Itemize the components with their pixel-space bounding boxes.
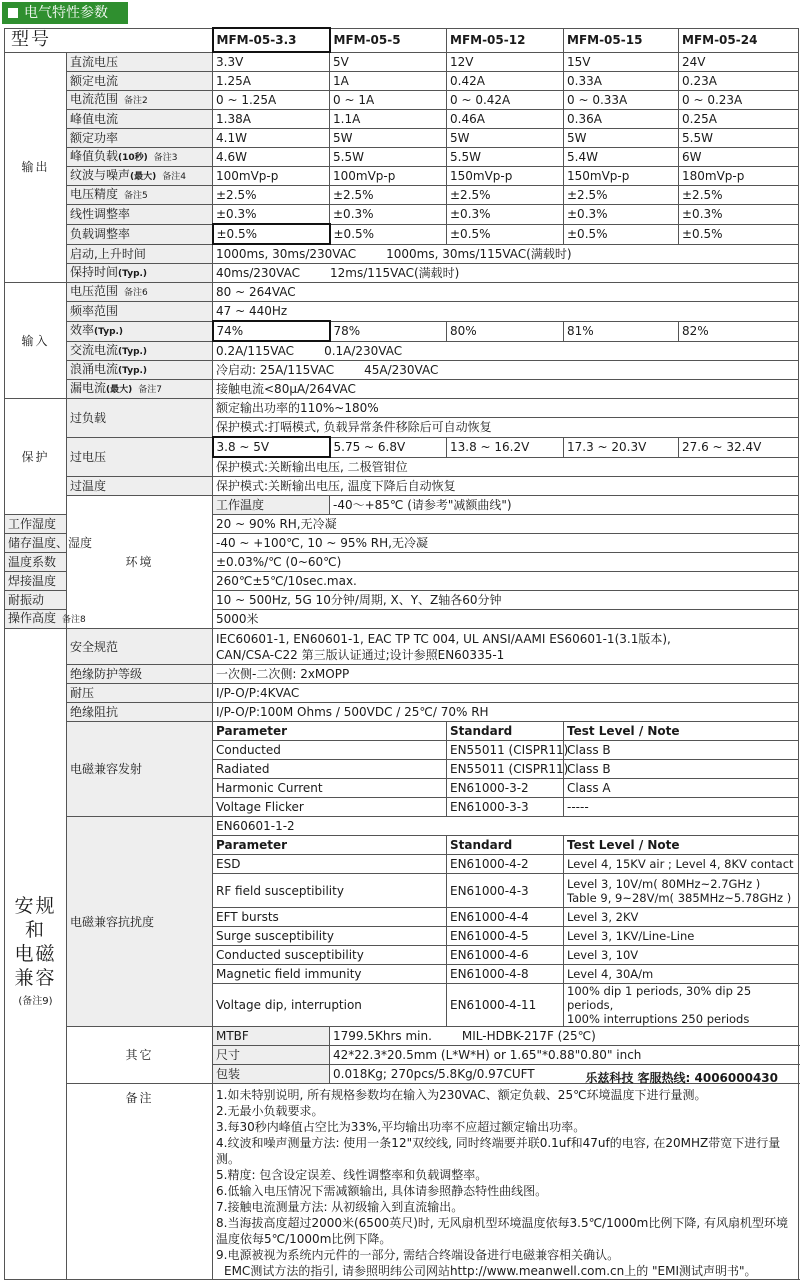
- note-item: 5.精度: 包含设定误差、线性调整率和负载调整率。: [216, 1168, 488, 1182]
- value-cell: 5V: [330, 52, 447, 72]
- value-cell: 1.38A: [213, 110, 330, 129]
- value-cell: ±0.5%: [447, 224, 564, 244]
- label-note: 备注5: [124, 191, 148, 201]
- value-cell: 5.5W: [330, 148, 447, 167]
- value-cell: 4.1W: [213, 129, 330, 148]
- row-label: [67, 380, 213, 399]
- value-cell: 一次侧-二次侧: 2xMOPP: [213, 665, 799, 684]
- model-name: MFM-05-3.3: [213, 28, 330, 52]
- label-text: 纹波与噪声: [70, 168, 131, 182]
- value-cell: 3.8 ~ 5V: [213, 437, 330, 457]
- table-row: [5, 264, 799, 283]
- label-text: 操作高度: [8, 611, 57, 625]
- table-row: [5, 110, 799, 129]
- category-protection: 保护: [5, 399, 67, 515]
- section-header: [2, 2, 128, 24]
- row-label: [67, 186, 213, 205]
- label-text: 线性调整率: [70, 207, 131, 222]
- emc-level-line: Level 3, 10V/m( 80MHz~2.7GHz ): [567, 876, 761, 891]
- row-label: [213, 496, 330, 515]
- label-text: 过电压: [70, 449, 107, 464]
- label-suffix: (Typ.): [118, 366, 148, 376]
- label-suffix: (Typ.): [118, 269, 148, 279]
- emc-level: Class A: [564, 779, 799, 798]
- model-name: MFM-05-24: [679, 28, 799, 52]
- table-row: [5, 302, 799, 322]
- row-label: [67, 684, 213, 703]
- emc-param: ESD: [213, 855, 447, 874]
- value-b: 1000ms, 30ms/115VAC(满载时): [386, 247, 572, 261]
- category-notes: 备注: [67, 1084, 213, 1280]
- emc-header: Parameter: [213, 722, 447, 741]
- emc-level-line: 100% interruptions 250 periods: [567, 1012, 750, 1026]
- emc-standard: EN61000-3-2: [447, 779, 564, 798]
- category-line: 电磁: [14, 943, 57, 965]
- label-text: 电磁兼容发射: [70, 762, 143, 776]
- value-cell: 17.3 ~ 20.3V: [564, 437, 679, 457]
- label-text: 温度系数: [8, 555, 57, 569]
- value-a: 1799.5Khrs min.: [333, 1029, 432, 1043]
- note-item: 8.当海拔高度超过2000米(6500英尺)时, 无风扇机型环境温度依每3.5℃/1000m比例下降, 有风扇机型环境温度依每5℃/1000m比例下降。: [216, 1216, 788, 1246]
- value-cell: 80 ~ 264VAC: [213, 283, 799, 302]
- row-label: [67, 477, 213, 496]
- value-cell: ±0.3%: [679, 205, 799, 225]
- emc-standard: EN61000-4-11: [447, 984, 564, 1027]
- emc-level-line: Table 9, 9~28V/m( 385MHz~5.78GHz ): [567, 890, 792, 905]
- emc-level: [564, 908, 799, 927]
- emc-level: Class B: [564, 760, 799, 779]
- row-label: [67, 91, 213, 110]
- table-row: [5, 399, 799, 418]
- value-cell: 82%: [679, 321, 799, 341]
- value-a: 1000ms, 30ms/230VAC: [216, 247, 357, 261]
- row-label: [67, 72, 213, 91]
- value-cell: 150mVp-p: [447, 167, 564, 186]
- value-cell: 5W: [330, 129, 447, 148]
- table-row: [5, 703, 799, 722]
- value-cell: [213, 341, 799, 361]
- row-label: [67, 665, 213, 684]
- value-cell: [213, 244, 799, 264]
- value-a: 冷启动: 25A/115VAC: [216, 363, 335, 377]
- row-label: [213, 1046, 330, 1065]
- note-item: 2.无最小负载要求。: [216, 1104, 324, 1118]
- emc-level-line: Level 3, 1KV/Line-Line: [567, 929, 695, 943]
- label-text: 峰值负载: [70, 149, 119, 163]
- emc-level: [564, 946, 799, 965]
- row-label: [67, 361, 213, 380]
- value-cell: ±0.3%: [564, 205, 679, 225]
- value-cell: [330, 1027, 799, 1046]
- label-text: 绝缘阻抗: [70, 705, 119, 719]
- emc-level: [564, 927, 799, 946]
- table-row: [5, 148, 799, 167]
- emc-standard: EN61000-3-3: [447, 798, 564, 817]
- emc-header: Test Level / Note: [564, 836, 799, 855]
- notes-list: [213, 1084, 799, 1280]
- row-label: [67, 148, 213, 167]
- emc-header: Standard: [447, 722, 564, 741]
- value-cell: 27.6 ~ 32.4V: [679, 437, 799, 457]
- value-cell: 100mVp-p: [330, 167, 447, 186]
- label-text: 电磁兼容抗扰度: [70, 914, 155, 929]
- table-row: [5, 244, 799, 264]
- category-input: 输入: [5, 283, 67, 399]
- value-cell: 78%: [330, 321, 447, 341]
- label-text: 保持时间: [70, 265, 119, 279]
- emc-standard: EN55011 (CISPR11): [447, 760, 564, 779]
- emc-level-line: 100% dip 1 periods, 30% dip 25 periods,: [567, 984, 752, 1012]
- table-row: [5, 665, 799, 684]
- label-text: 绝缘防护等级: [70, 667, 143, 681]
- row-label: [67, 52, 213, 72]
- label-note: 备注3: [153, 153, 178, 163]
- table-row: [5, 321, 799, 341]
- row-label: [67, 399, 213, 438]
- value-cell: 5.5W: [679, 129, 799, 148]
- table-row: [5, 629, 799, 665]
- row-label: [67, 703, 213, 722]
- row-label: [67, 224, 213, 244]
- value-cell: 12V: [447, 52, 564, 72]
- label-text: 焊接温度: [8, 574, 57, 588]
- value-cell: 5.4W: [564, 148, 679, 167]
- table-row: [5, 283, 799, 302]
- label-note: 备注8: [62, 615, 86, 625]
- value-cell: ±0.5%: [564, 224, 679, 244]
- label-note: 备注7: [138, 385, 162, 395]
- table-row: [5, 341, 799, 361]
- label-suffix: (Typ.): [94, 327, 124, 337]
- table-row: [5, 129, 799, 148]
- value-cell: 150mVp-p: [564, 167, 679, 186]
- emc-level-line: Level 4, 30A/m: [567, 967, 654, 981]
- emc-standard: EN61000-4-4: [447, 908, 564, 927]
- table-row: [5, 186, 799, 205]
- value-cell: 1.25A: [213, 72, 330, 91]
- category-line: 兼容: [14, 967, 57, 989]
- label-suffix: (最大): [130, 172, 157, 182]
- value-cell: ±0.03%/℃ (0~60℃): [213, 553, 799, 572]
- label-text: 过温度: [70, 479, 107, 493]
- value-b: 12ms/115VAC(满载时): [329, 266, 460, 280]
- emc-standard: EN61000-4-2: [447, 855, 564, 874]
- row-label: [67, 629, 213, 665]
- value-cell: 接触电流<80μA/264VAC: [213, 380, 799, 399]
- row-label: [67, 244, 213, 264]
- table-row: [5, 684, 799, 703]
- emc-standard-title: EN60601-1-2: [213, 817, 799, 836]
- value-cell: 80%: [447, 321, 564, 341]
- model-name: MFM-05-12: [447, 28, 564, 52]
- emc-param: Surge susceptibility: [213, 927, 447, 946]
- row-label: [67, 302, 213, 322]
- row-label: [67, 341, 213, 361]
- emc-param: Voltage dip, interruption: [213, 984, 447, 1027]
- value-cell: 0.33A: [564, 72, 679, 91]
- row-label: [5, 553, 67, 572]
- value-cell: 260℃±5℃/10sec.max.: [213, 572, 799, 591]
- table-row: [5, 167, 799, 186]
- value-cell: ±2.5%: [447, 186, 564, 205]
- section-title: 电气特性参数: [24, 5, 108, 21]
- value-cell: 81%: [564, 321, 679, 341]
- label-text: 电压范围: [70, 284, 119, 298]
- emc-param: Voltage Flicker: [213, 798, 447, 817]
- value-cell: 5000米: [213, 610, 799, 629]
- value-cell: 保护模式:打嗝模式, 负载异常条件移除后可自动恢复: [213, 418, 799, 438]
- row-label: [67, 722, 213, 817]
- value-cell: 180mVp-p: [679, 167, 799, 186]
- value-cell: ±0.3%: [330, 205, 447, 225]
- value-cell: 13.8 ~ 16.2V: [447, 437, 564, 457]
- label-text: 直流电压: [70, 54, 119, 69]
- value-cell: ±2.5%: [213, 186, 330, 205]
- value-cell: 0 ~ 0.33A: [564, 91, 679, 110]
- table-row: [5, 28, 799, 52]
- emc-level: [564, 965, 799, 984]
- label-text: 漏电流: [70, 381, 107, 395]
- emc-standard: EN61000-4-8: [447, 965, 564, 984]
- emc-param: Radiated: [213, 760, 447, 779]
- category-output: 输出: [5, 52, 67, 283]
- value-cell: 1A: [330, 72, 447, 91]
- value-cell: 100mVp-p: [213, 167, 330, 186]
- label-suffix: (最大): [106, 385, 133, 395]
- row-label: [5, 515, 67, 534]
- row-label: [67, 283, 213, 302]
- label-text: 频率范围: [70, 304, 119, 319]
- value-cell: 0 ~ 0.23A: [679, 91, 799, 110]
- value-a: 0.2A/115VAC: [216, 344, 295, 358]
- model-label: 型号: [5, 28, 213, 52]
- value-cell: 5W: [447, 129, 564, 148]
- row-label: [67, 110, 213, 129]
- table-row: [5, 91, 799, 110]
- value-cell: 1.1A: [330, 110, 447, 129]
- value-cell: [213, 361, 799, 380]
- emc-standard: EN55011 (CISPR11): [447, 741, 564, 760]
- value-cell: 0.36A: [564, 110, 679, 129]
- value-cell: 6W: [679, 148, 799, 167]
- category-others: 其它: [67, 1027, 213, 1084]
- value-cell: 3.3V: [213, 52, 330, 72]
- value-cell: 5.75 ~ 6.8V: [330, 437, 447, 457]
- category-safety-emc: [5, 629, 67, 1280]
- row-label: [67, 817, 213, 1027]
- value-cell: 0.42A: [447, 72, 564, 91]
- note-item: 3.每30秒内峰值占空比为33%,平均输出功率不应超过额定输出功率。: [216, 1120, 586, 1134]
- emc-level: [564, 855, 799, 874]
- table-row: [5, 380, 799, 399]
- row-label: [67, 264, 213, 283]
- value-cell: 24V: [679, 52, 799, 72]
- label-text: 尺寸: [216, 1048, 241, 1062]
- emc-level-line: Level 3, 2KV: [567, 910, 639, 924]
- label-text: MTBF: [216, 1029, 249, 1043]
- emc-header: Standard: [447, 836, 564, 855]
- emc-param: Conducted susceptibility: [213, 946, 447, 965]
- emc-level: -----: [564, 798, 799, 817]
- emc-level-line: Level 3, 10V: [567, 948, 639, 962]
- table-row: [5, 205, 799, 225]
- square-icon: [8, 8, 18, 18]
- label-text: 包装: [216, 1067, 241, 1081]
- model-name: MFM-05-5: [330, 28, 447, 52]
- label-text: 效率: [70, 323, 95, 337]
- note-item: 7.接触电流测量方法: 从初级输入到直流输出。: [216, 1200, 464, 1214]
- label-text: 峰值电流: [70, 112, 119, 126]
- table-row: [5, 817, 799, 836]
- value-cell: ±0.5%: [330, 224, 447, 244]
- table-row: [5, 224, 799, 244]
- value-cell: 0.018Kg; 270pcs/5.8Kg/0.97CUFT: [330, 1065, 799, 1084]
- emc-standard: EN61000-4-6: [447, 946, 564, 965]
- value-cell: 15V: [564, 52, 679, 72]
- table-row: [5, 1027, 799, 1046]
- value-b: 45A/230VAC: [364, 363, 439, 377]
- value-cell: -40 ~ +100℃, 10 ~ 95% RH,无冷凝: [213, 534, 799, 553]
- row-label: [213, 1065, 330, 1084]
- row-label: [67, 437, 213, 477]
- label-text: 工作温度: [216, 498, 265, 512]
- value-cell: 0.23A: [679, 72, 799, 91]
- label-note: 备注6: [124, 288, 148, 298]
- emc-param: EFT bursts: [213, 908, 447, 927]
- table-row: [5, 1084, 799, 1280]
- label-text: 耐压: [70, 686, 95, 700]
- value-cell: 0 ~ 1.25A: [213, 91, 330, 110]
- category-line: 和: [24, 919, 46, 941]
- note-item: EMC测试方法的指引, 请参照明纬公司网站http://www.meanwell.com.cn上的 "EMI测试声明书"。: [224, 1264, 757, 1278]
- label-suffix: (10秒): [118, 153, 148, 163]
- label-note: 备注2: [124, 96, 148, 106]
- value-cell: 额定输出功率的110%~180%: [213, 399, 799, 418]
- label-text: 负载调整率: [70, 227, 131, 241]
- emc-level: Class B: [564, 741, 799, 760]
- label-text: 电流范围: [70, 92, 119, 106]
- value-b: MIL-HDBK-217F (25℃): [461, 1029, 596, 1043]
- row-label: [213, 1027, 330, 1046]
- value-cell: 20 ~ 90% RH,无冷凝: [213, 515, 799, 534]
- row-label: [67, 205, 213, 225]
- row-label: [67, 129, 213, 148]
- category-line: 安规: [14, 895, 57, 917]
- value-cell: ±0.5%: [213, 224, 330, 244]
- emc-standard: EN61000-4-3: [447, 874, 564, 908]
- note-item: 1.如未特别说明, 所有规格参数均在输入为230VAC、额定负载、25℃环境温度下进行量测。: [216, 1088, 707, 1102]
- label-text: 耐振动: [8, 593, 45, 607]
- emc-header: Test Level / Note: [564, 722, 799, 741]
- note-item: 4.纹波和噪声测量方法: 使用一条12"双绞线, 同时终端要并联0.1uf和47uf的电容, 在20MHZ带宽下进行量测。: [216, 1136, 781, 1166]
- value-cell: [213, 629, 799, 665]
- model-name: MFM-05-15: [564, 28, 679, 52]
- label-text: 额定功率: [70, 131, 119, 145]
- label-text: 交流电流: [70, 342, 119, 357]
- standards-line: CAN/CSA-C22 第三版认证通过;设计参照EN60335-1: [216, 647, 505, 662]
- row-label: [5, 610, 86, 629]
- row-label: [5, 591, 67, 610]
- value-b: 0.1A/230VAC: [324, 344, 403, 358]
- label-suffix: (Typ.): [118, 346, 148, 357]
- row-label: [5, 572, 67, 591]
- value-cell: [213, 264, 799, 283]
- emc-param: Conducted: [213, 741, 447, 760]
- note-item: 9.电源被视为系统内元件的一部分, 需结合终端设备进行电磁兼容相关确认。: [216, 1248, 620, 1262]
- table-row: [5, 477, 799, 496]
- value-cell: 0.46A: [447, 110, 564, 129]
- value-cell: ±0.3%: [447, 205, 564, 225]
- row-label: [67, 167, 213, 186]
- standards-line: IEC60601-1, EN60601-1, EAC TP TC 004, UL ANSI/AAMI ES60601-1(3.1版本),: [216, 631, 671, 646]
- hotline-text: 乐兹科技 客服热线: 4006000430: [585, 1071, 778, 1085]
- spec-table: [4, 27, 799, 1280]
- value-cell: 保护模式:关断输出电压, 二极管钳位: [213, 457, 799, 477]
- label-text: 储存温度、湿度: [8, 536, 93, 550]
- emc-level: [564, 874, 799, 908]
- value-cell: 74%: [213, 321, 330, 341]
- value-cell: 0.25A: [679, 110, 799, 129]
- table-row: [5, 722, 799, 741]
- emc-header: Parameter: [213, 836, 447, 855]
- category-note: (备注9): [18, 996, 53, 1007]
- table-row: [5, 72, 799, 91]
- value-a: 40ms/230VAC: [216, 266, 300, 280]
- table-row: [5, 437, 799, 457]
- value-cell: ±2.5%: [679, 186, 799, 205]
- label-text: 工作湿度: [8, 517, 57, 531]
- category-environment: 环境: [67, 496, 213, 629]
- table-row: [5, 361, 799, 380]
- label-text: 额定电流: [70, 74, 119, 88]
- label-text: 安全规范: [70, 639, 119, 654]
- value-cell: 42*22.3*20.5mm (L*W*H) or 1.65"*0.88"0.80" inch: [330, 1046, 799, 1065]
- table-row: [5, 496, 799, 515]
- label-note: 备注4: [162, 172, 186, 182]
- row-label: [67, 321, 213, 341]
- value-cell: 5.5W: [447, 148, 564, 167]
- label-text: 电压精度: [70, 187, 119, 201]
- emc-standard: EN61000-4-5: [447, 927, 564, 946]
- value-cell: I/P-O/P:4KVAC: [213, 684, 799, 703]
- value-cell: ±2.5%: [330, 186, 447, 205]
- label-text: 过负载: [70, 410, 107, 425]
- value-cell: 0 ~ 0.42A: [447, 91, 564, 110]
- value-cell: ±0.3%: [213, 205, 330, 225]
- table-row: [5, 52, 799, 72]
- value-cell: ±2.5%: [564, 186, 679, 205]
- emc-param: RF field susceptibility: [213, 874, 447, 908]
- emc-level-line: Level 4, 15KV air ; Level 4, 8KV contact: [567, 857, 794, 871]
- value-cell: 47 ~ 440Hz: [213, 302, 799, 322]
- value-cell: ±0.5%: [679, 224, 799, 244]
- label-text: 浪涌电流: [70, 362, 119, 376]
- note-item: 6.低输入电压情况下需减额输出, 具体请参照静态特性曲线图。: [216, 1184, 548, 1198]
- row-label: [5, 534, 93, 553]
- emc-level: [564, 984, 799, 1027]
- value-cell: -40～+85℃ (请参考"减额曲线"): [330, 496, 799, 515]
- value-cell: 0 ~ 1A: [330, 91, 447, 110]
- value-cell: 保护模式:关断输出电压, 温度下降后自动恢复: [213, 477, 799, 496]
- value-cell: 4.6W: [213, 148, 330, 167]
- emc-param: Magnetic field immunity: [213, 965, 447, 984]
- label-text: 启动,上升时间: [70, 246, 146, 261]
- value-cell: 10 ~ 500Hz, 5G 10分钟/周期, X、Y、Z轴各60分钟: [213, 591, 799, 610]
- emc-param: Harmonic Current: [213, 779, 447, 798]
- value-cell: 5W: [564, 129, 679, 148]
- value-cell: I/P-O/P:100M Ohms / 500VDC / 25℃/ 70% RH: [213, 703, 799, 722]
